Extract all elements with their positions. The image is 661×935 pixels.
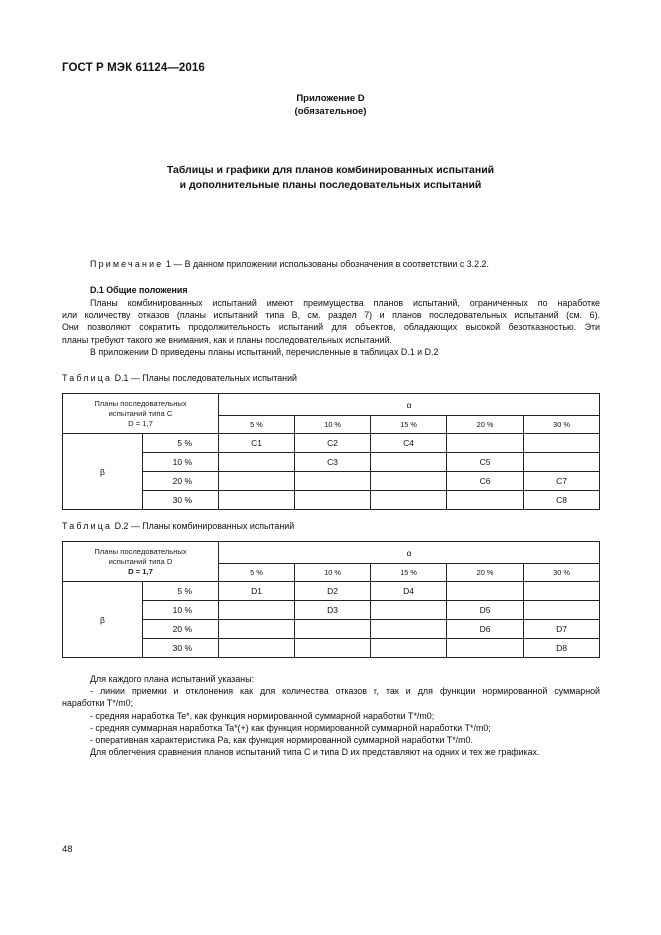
paragraph-line: Планы комбинированных испытаний имеют преимущества планов испытаний, ограниченных по наработке [90,298,600,308]
table2-cell [447,582,524,601]
table1-cell [371,472,447,491]
table2-cell [524,601,600,620]
table2-cell [447,639,524,658]
table1-cell [524,453,600,472]
table2-beta-value: 20 % [143,620,219,639]
paragraph-line: или количеству отказов (планы испытаний типа В, см. раздел 7) и планов последовательных испытаний (см. 6). [62,310,600,321]
table1-cell [219,491,295,510]
table2-caption-text: D.2 — Планы комбинированных испытаний [114,521,295,531]
list-item: - средняя наработка Te*, как функция нормированной суммарной наработки T*/m0; [90,710,435,721]
table1-beta-value: 20 % [143,472,219,491]
table1 [62,393,600,510]
note-label: Примечание [90,259,164,269]
table1-corner-line3: D = 1,7 [128,418,153,428]
table2-corner-line2: испытаний типа D [108,556,173,566]
table2-alpha-header: α [219,542,600,564]
note [90,258,489,270]
paragraph-line: В приложении D приведены планы испытаний, перечисленные в таблицах D.1 и D.2 [90,346,439,357]
appendix-title: Приложение D [296,93,365,104]
table2-cell [371,639,447,658]
table2-cell [295,639,371,658]
table1-cell: C5 [447,453,524,472]
table1-caption-label: Таблица [62,373,113,383]
table1-cell [447,491,524,510]
table2-cell: D4 [371,582,447,601]
table2 [62,541,600,658]
table1-alpha-value: 10 % [295,416,371,434]
table2-beta-value: 30 % [143,639,219,658]
table1-alpha-header: α [219,394,600,416]
table2-beta-value: 5 % [143,582,219,601]
table1-cell: C7 [524,472,600,491]
plan-contents-list [62,673,600,758]
table2-corner-line3: D = 1,7 [128,566,153,576]
table1-alpha-value: 5 % [219,416,295,434]
table2-cell: D2 [295,582,371,601]
paragraph-line: Они позволяют сократить продолжительность испытаний для объектов, обладающих высокой безотказностью. Эти [62,322,600,333]
table2-alpha-value: 30 % [524,564,600,582]
table1-corner-line2: испытаний типа C [108,408,173,418]
appendix-heading-line2: и дополнительные планы последовательных испытаний [179,179,482,191]
table1-cell [295,472,371,491]
table2-alpha-value: 15 % [371,564,447,582]
table2-cell: D1 [219,582,295,601]
table1-caption [62,373,297,383]
table2-caption-label: Таблица [62,521,113,531]
table1-cell [447,434,524,453]
table1-cell: C8 [524,491,600,510]
section-title: D.1 Общие положения [90,285,188,295]
table1-alpha-value: 30 % [524,416,600,434]
table2-alpha-value: 5 % [219,564,295,582]
list-final: Для облегчения сравнения планов испытаний типа С и типа D их представляют на одних и тех же графиках. [90,747,540,758]
document-header: ГОСТ Р МЭК 61124—2016 [62,62,205,74]
table2-cell: D6 [447,620,524,639]
table1-cell [371,453,447,472]
table1-cell: C6 [447,472,524,491]
table1-cell [219,472,295,491]
table2-cell: D5 [447,601,524,620]
list-intro: Для каждого плана испытаний указаны: [90,674,255,684]
table1-cell: C1 [219,434,295,453]
table1-cell [524,434,600,453]
page-number: 48 [62,844,73,855]
table1-corner-line1: Планы последовательных [94,398,187,408]
appendix-status: (обязательное) [294,106,367,117]
table2-corner-line1: Планы последовательных [94,546,187,556]
general-paragraph [62,297,600,358]
table1-cell [371,491,447,510]
table1-beta-value: 30 % [143,491,219,510]
table2-beta-header: β [63,582,143,658]
table1-cell: C2 [295,434,371,453]
list-item-continued: наработки T*/m0; [62,698,134,709]
appendix-heading-line1: Таблицы и графики для планов комбинированных испытаний [166,164,495,176]
table2-beta-value: 10 % [143,601,219,620]
table1-cell: C4 [371,434,447,453]
table1-alpha-value: 20 % [447,416,524,434]
list-item: - оперативная характеристика Pa, как функция нормированной суммарной наработки T*/m0. [90,735,473,746]
table2-cell [219,639,295,658]
table2-cell [219,620,295,639]
table2-caption [62,521,294,531]
table1-beta-value: 5 % [143,434,219,453]
note-text: — В данном приложении использованы обозначения в соответствии с 3.2.2. [173,259,489,269]
table2-cell [524,582,600,601]
table1-cell [219,453,295,472]
table1-cell: C3 [295,453,371,472]
table2-cell [295,620,371,639]
table2-cell: D7 [524,620,600,639]
list-item: - средняя суммарная наработка Ta*(+) как функция нормированной суммарной наработки T*/m0; [90,722,491,733]
table2-corner [63,542,219,582]
table2-cell [371,601,447,620]
paragraph-line: планы требуют такого же внимания, как и планы последовательных испытаний. [62,334,393,345]
note-number: 1 [165,259,171,269]
table1-caption-text: D.1 — Планы последовательных испытаний [114,373,297,383]
table2-alpha-value: 20 % [447,564,524,582]
table1-cell [295,491,371,510]
table2-cell: D3 [295,601,371,620]
table2-cell [219,601,295,620]
table1-corner [63,394,219,434]
table2-alpha-value: 10 % [295,564,371,582]
list-item: - линии приемки и отклонения как для количества отказов r, так и для функции нормированной суммарной [90,686,600,697]
table1-alpha-value: 15 % [371,416,447,434]
table2-cell: D8 [524,639,600,658]
table1-beta-value: 10 % [143,453,219,472]
table1-beta-header: β [63,434,143,510]
table2-cell [371,620,447,639]
